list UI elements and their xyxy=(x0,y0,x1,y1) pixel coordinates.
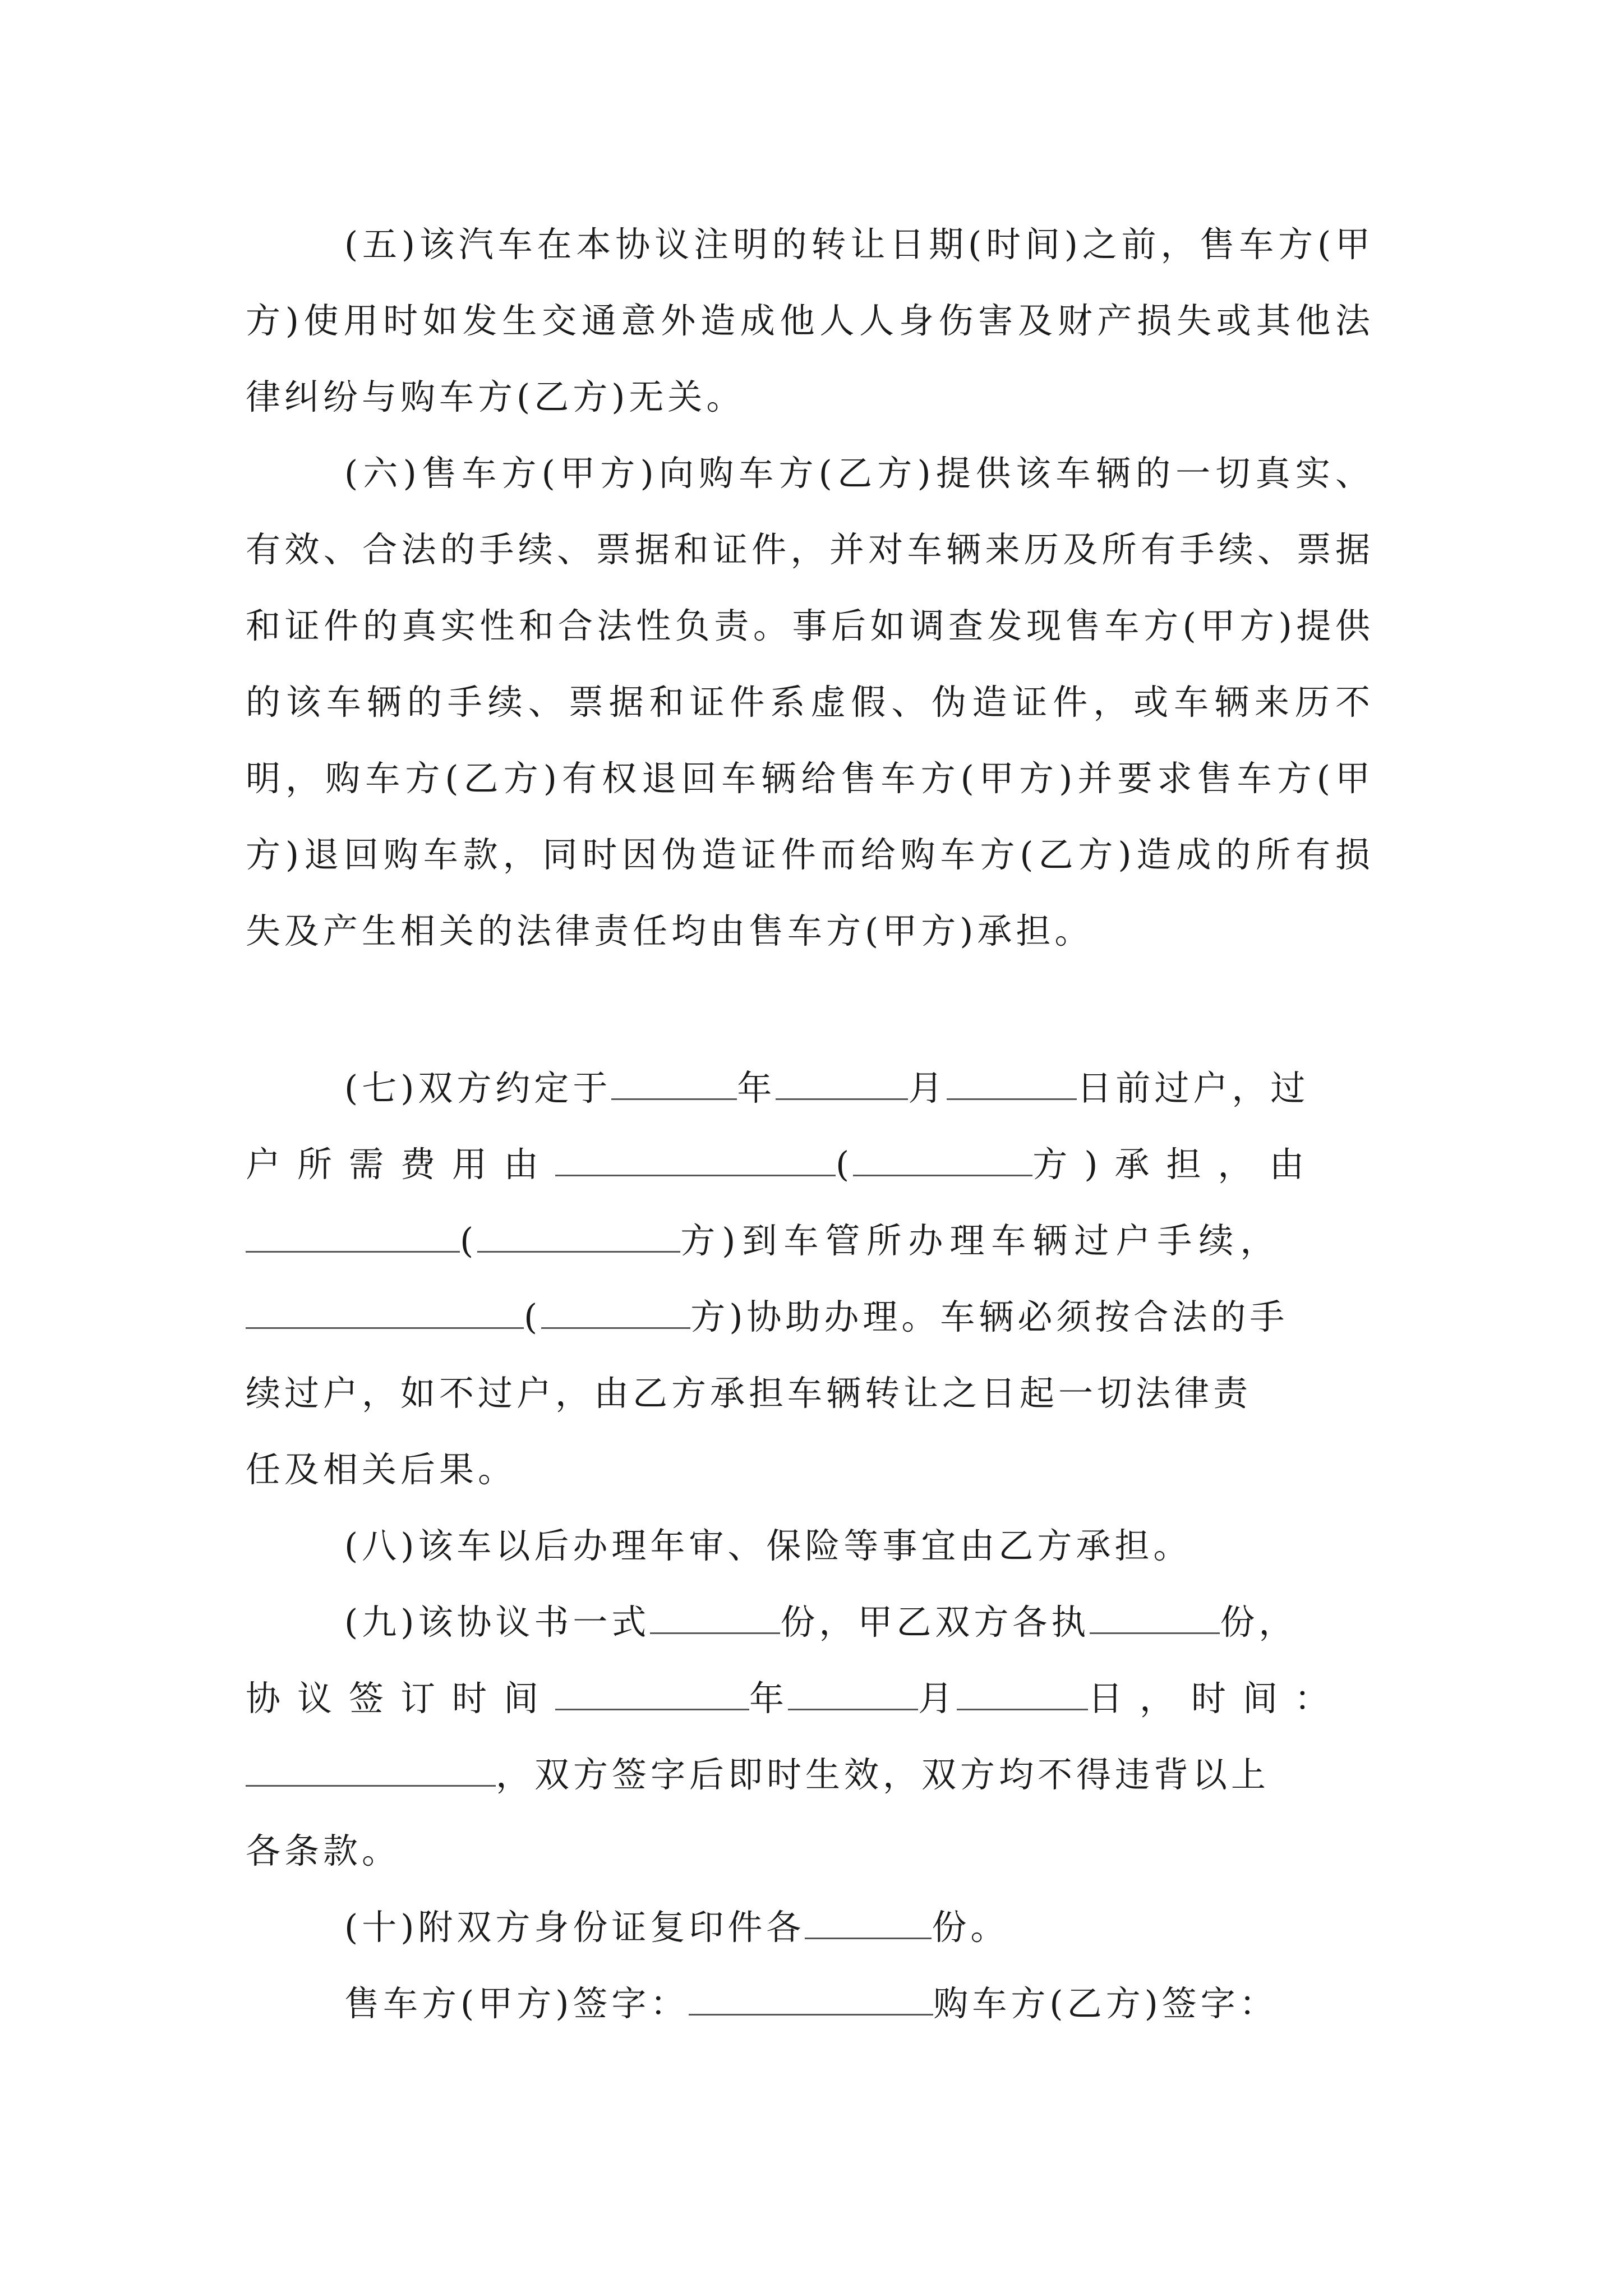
seller-signature-blank[interactable] xyxy=(689,1980,933,2016)
paren-open: ( xyxy=(460,1220,478,1261)
clause-7-line-1 xyxy=(344,1050,1374,1126)
clause-9-line-1 xyxy=(344,1584,1374,1660)
clause-9-text: 份，甲乙双方各执 xyxy=(780,1602,1090,1642)
month-label: 月 xyxy=(918,1678,957,1719)
month-blank[interactable] xyxy=(776,1065,908,1100)
assistant-party-blank[interactable] xyxy=(541,1294,690,1329)
copies-each-blank[interactable] xyxy=(1090,1599,1220,1634)
paren-open: ( xyxy=(836,1144,854,1185)
clause-10-text: (十)附双方身份证复印件各 xyxy=(344,1907,805,1948)
id-copies-blank[interactable] xyxy=(805,1904,932,1939)
sign-year-blank[interactable] xyxy=(555,1675,749,1710)
clause-7-text: 方)到车管所办理车辆过户手续， xyxy=(680,1220,1282,1261)
clause-9-text: 协议签订时间 xyxy=(246,1678,556,1719)
sign-time-blank[interactable] xyxy=(246,1751,496,1787)
handler-party-blank[interactable] xyxy=(477,1217,680,1253)
clause-9-text: ，双方签字后即时生效，双方均不得违背以上 xyxy=(496,1754,1270,1795)
clause-5: (五)该汽车在本协议注明的转让日期(时间)之前，售车方(甲方)使用时如发生交通意外造成他人人身伤害及财产损失或其他法律纠纷与购车方(乙方)无关。 xyxy=(246,224,1374,417)
buyer-signature-label: 购车方(乙方)签字： xyxy=(933,1983,1278,2024)
clause-7-text: 户所需费用由 xyxy=(246,1144,556,1185)
clause-7-line-5: 续过户，如不过户，由乙方承担车辆转让之日起一切法律责 xyxy=(246,1373,1252,1414)
clause-9-text: 份， xyxy=(1220,1602,1298,1642)
copies-total-blank[interactable] xyxy=(650,1599,780,1634)
clause-9-line-2 xyxy=(246,1660,1374,1737)
day-blank[interactable] xyxy=(947,1065,1077,1100)
clause-9-line-4: 各条款。 xyxy=(246,1830,401,1871)
fee-party-blank[interactable] xyxy=(853,1141,1032,1176)
clause-7-line-3 xyxy=(246,1203,1374,1279)
clause-9-line-3 xyxy=(246,1737,1374,1813)
clause-7-text: (七)双方约定于 xyxy=(344,1068,612,1108)
assistant-blank[interactable] xyxy=(246,1294,524,1329)
clause-7-text: 方)承担，由 xyxy=(1032,1144,1321,1185)
clause-9-text: (九)该协议书一式 xyxy=(344,1602,651,1642)
clause-6: (六)售车方(甲方)向购车方(乙方)提供该车辆的一切真实、有效、合法的手续、票据和证件，并对车辆来历及所有手续、票据和证件的真实性和合法性负责。事后如调查发现售车方(甲方)提供的该车辆的手续、票据和证件系虚假、伪造证件，或车辆来历不明，购车方(乙方)有权退回车辆给售车方(甲方)并要求售车方(甲方)退回购车款，同时因伪造证件而给购车方(乙方)造成的所有损失及产生相关的法律责任均由售车方(甲方)承担。 xyxy=(246,453,1374,951)
clause-7-line-4 xyxy=(246,1279,1374,1355)
paren-open: ( xyxy=(524,1296,542,1337)
sign-day-blank[interactable] xyxy=(957,1675,1088,1710)
clause-10 xyxy=(344,1889,1374,1966)
clause-8: (八)该车以后办理年审、保险等事宜由乙方承担。 xyxy=(344,1525,1192,1566)
month-label: 月 xyxy=(908,1068,947,1108)
clause-9-text: 日，时间： xyxy=(1088,1678,1347,1719)
day-label: 日前过户，过 xyxy=(1077,1068,1310,1108)
sign-month-blank[interactable] xyxy=(788,1675,918,1710)
handler-blank[interactable] xyxy=(246,1217,460,1253)
year-blank[interactable] xyxy=(611,1065,737,1100)
clause-7-line-6: 任及相关后果。 xyxy=(246,1449,517,1490)
clause-7-line-2 xyxy=(246,1126,1374,1203)
signature-line xyxy=(344,1966,1374,2042)
clause-7-text: 方)协助办理。车辆必须按合法的手 xyxy=(690,1296,1289,1337)
fee-payer-blank[interactable] xyxy=(555,1141,836,1176)
clause-10-text: 份。 xyxy=(932,1907,1009,1948)
seller-signature-label: 售车方(甲方)签字： xyxy=(344,1983,689,2024)
year-label: 年 xyxy=(737,1068,776,1108)
year-label: 年 xyxy=(749,1678,789,1719)
